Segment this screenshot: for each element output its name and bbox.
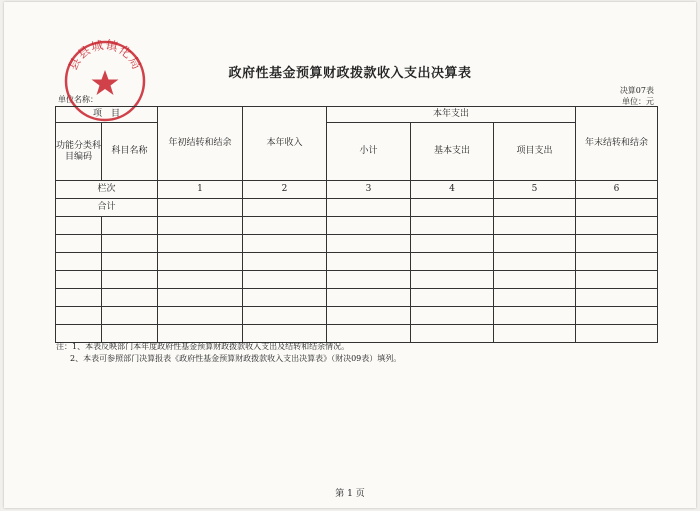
table-cell [494, 253, 576, 271]
total-row-label: 合计 [56, 199, 158, 217]
svg-text:县县城镇化局: 县县城镇化局 [65, 38, 145, 73]
empty-rows [56, 217, 658, 343]
table-cell [327, 289, 411, 307]
table-cell [411, 325, 494, 343]
table-cell [494, 289, 576, 307]
col-project-header: 项目支出 [494, 123, 576, 181]
table-cell [411, 235, 494, 253]
table-cell [243, 199, 327, 217]
col-number: 1 [158, 181, 243, 199]
table-cell [576, 271, 658, 289]
table-cell [56, 325, 102, 343]
col-number: 6 [576, 181, 658, 199]
table-cell [494, 325, 576, 343]
table-cell [576, 289, 658, 307]
table-cell [56, 253, 102, 271]
table-row [56, 289, 658, 307]
table-row [56, 235, 658, 253]
note-line: 注：1、本表反映部门本年度政府性基金预算财政拨款收入支出及结转和结余情况。 [56, 342, 350, 351]
table-cell [158, 253, 243, 271]
table-cell [243, 271, 327, 289]
col-end-header: 年末结转和结余 [576, 107, 658, 181]
table-cell [243, 289, 327, 307]
col-number: 2 [243, 181, 327, 199]
table-cell [102, 325, 158, 343]
table-cell [494, 271, 576, 289]
table-cell [102, 253, 158, 271]
table-cell [158, 307, 243, 325]
table-row [56, 253, 658, 271]
table-cell [102, 235, 158, 253]
table-cell [576, 235, 658, 253]
table-cell [243, 235, 327, 253]
func-class-code-header: 功能分类科目编码 [56, 123, 102, 181]
table-cell [158, 235, 243, 253]
table-cell [158, 199, 243, 217]
page-number: 第 1 页 [335, 489, 365, 499]
col-income-header: 本年收入 [243, 107, 327, 181]
table-cell [158, 325, 243, 343]
table-cell [576, 199, 658, 217]
col-number: 4 [411, 181, 494, 199]
project-header: 项 目 [56, 107, 158, 123]
table-cell [243, 325, 327, 343]
table-cell [243, 217, 327, 235]
table-cell [411, 289, 494, 307]
page-title: 政府性基金预算财政拨款收入支出决算表 [228, 66, 472, 81]
table-cell [327, 271, 411, 289]
table-cell [411, 271, 494, 289]
table-cell [494, 217, 576, 235]
row-number-label: 栏次 [56, 181, 158, 199]
table-cell [102, 217, 158, 235]
table-cell [327, 217, 411, 235]
col-subtotal-header: 小计 [327, 123, 411, 181]
table-cell [576, 325, 658, 343]
table-cell [102, 271, 158, 289]
table-row [56, 217, 658, 235]
table-cell [494, 199, 576, 217]
table-row [56, 307, 658, 325]
table-cell [56, 235, 102, 253]
table-cell [327, 253, 411, 271]
table-cell [327, 199, 411, 217]
table-cell [411, 253, 494, 271]
unit-name-label: 单位名称： [58, 95, 98, 104]
table-cell [56, 307, 102, 325]
table-cell [243, 307, 327, 325]
table-cell [102, 289, 158, 307]
budget-table [55, 106, 658, 343]
col-number: 3 [327, 181, 411, 199]
table-cell [411, 217, 494, 235]
table-cell [411, 307, 494, 325]
unit-note: 单位：元 [622, 97, 654, 106]
table-cell [327, 325, 411, 343]
table-cell [158, 289, 243, 307]
table-row [56, 325, 658, 343]
table-cell [56, 271, 102, 289]
col-basic-header: 基本支出 [411, 123, 494, 181]
table-cell [327, 307, 411, 325]
table-cell [494, 235, 576, 253]
table-cell [56, 217, 102, 235]
table-cell [494, 307, 576, 325]
table-cell [576, 253, 658, 271]
col-begin-header: 年初结转和结余 [158, 107, 243, 181]
table-cell [243, 253, 327, 271]
table-cell [102, 307, 158, 325]
table-cell [411, 199, 494, 217]
table-cell [576, 217, 658, 235]
table-cell [158, 217, 243, 235]
subject-name-header: 科目名称 [102, 123, 158, 181]
col-expense-group-header: 本年支出 [327, 107, 576, 123]
note-line: 2、本表可参照部门决算报表《政府性基金预算财政拨款收入支出决算表》（财决09表）填列。 [70, 354, 402, 363]
table-cell [576, 307, 658, 325]
table-notes [56, 341, 401, 365]
table-cell [158, 271, 243, 289]
table-cell [56, 289, 102, 307]
col-number: 5 [494, 181, 576, 199]
table-row [56, 271, 658, 289]
table-cell [327, 235, 411, 253]
form-code: 决算07表 [619, 86, 654, 95]
